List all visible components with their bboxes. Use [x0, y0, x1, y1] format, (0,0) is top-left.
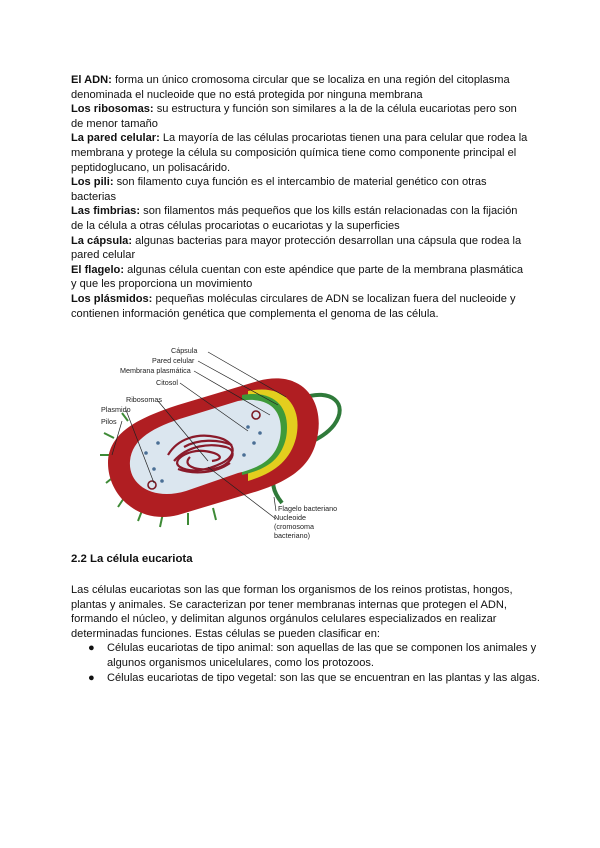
bacteria-illustration: [98, 343, 354, 541]
label-nucleoide-line3: bacteriano): [274, 531, 310, 540]
term-label: Los ribosomas:: [71, 103, 154, 116]
list-item-text: Células eucariotas de tipo animal: son aquellas de las que se componen los animales y algunos organismos unicelulares, como los protozoos.: [107, 642, 537, 669]
term-text: su estructura y función son similares a la de la célula eucariotas pero son de menor tamaño: [71, 103, 517, 130]
label-ribosomas: Ribosomas: [126, 395, 162, 404]
list-item: [71, 671, 541, 686]
label-pilos: Pilos: [101, 417, 117, 426]
definition-fimbrias: [71, 204, 531, 233]
term-text: son filamentos más pequeños que los kills están relacionadas con la fijación de la célula a otras células procariotas o eucariotas y la superficies: [71, 205, 518, 232]
list-item: [71, 641, 541, 670]
term-text: La mayoría de las células procariotas tienen una para celular que rodea la membrana y protege la célula su composición química tiene como componente principal el peptidoglucano, un polisacárido.: [71, 132, 528, 174]
prokaryote-definitions: [71, 73, 531, 321]
label-nucleoide-line2: (cromosoma: [274, 522, 314, 531]
term-label: La pared celular:: [71, 132, 160, 145]
term-text: son filamento cuya función es el intercambio de material genético con otras bacterias: [71, 176, 487, 203]
section-paragraph: Las células eucariotas son las que forman los organismos de los reinos protistas, hongos, plantas y animales. Se caracterizan por tener membranas internas que protegen el ADN, formando el núcleo, y delimitan algunos orgánulos celulares especializados en realizar determinadas funciones. Estas células se pueden clasificar en:: [71, 584, 513, 640]
definition-adn: [71, 73, 531, 102]
term-label: El flagelo:: [71, 263, 125, 276]
bacteria-diagram: [98, 343, 354, 541]
label-citosol: Citosol: [156, 378, 178, 387]
definition-capsula: [71, 234, 531, 263]
term-label: Las fimbrias:: [71, 205, 141, 218]
label-flagelo-bacteriano: Flagelo bacteriano: [278, 504, 338, 513]
label-capsula: Cápsula: [171, 346, 198, 355]
definition-pili: [71, 175, 531, 204]
label-plasmido: Plasmido: [101, 405, 131, 414]
section-body: [71, 583, 541, 685]
definition-pared-celular: [71, 131, 531, 175]
definition-ribosomas: [71, 102, 531, 131]
term-text: pequeñas moléculas circulares de ADN se localizan fuera del nucleoide y contienen información genética que complementa el genoma de las célula.: [71, 292, 516, 320]
term-label: Los pili:: [71, 176, 114, 189]
bullet-list: [71, 641, 541, 685]
term-label: El ADN:: [71, 74, 112, 86]
definition-plasmidos: [71, 292, 531, 321]
definition-flagelo: [71, 263, 531, 292]
term-text: algunas célula cuentan con este apéndice que parte de la membrana plasmática y que les proporciona un movimiento: [71, 263, 524, 291]
term-text: forma un único cromosoma circular que se localiza en una región del citoplasma denominada el nucleoide que no está protegida por ninguna membrana: [71, 74, 510, 101]
label-membrana-plasmatica: Membrana plasmática: [120, 366, 191, 375]
section-heading: 2.2 La célula eucariota: [71, 553, 193, 565]
term-label: La cápsula:: [71, 234, 133, 247]
bullet-icon: ●: [88, 671, 95, 684]
label-nucleoide: Nucleoide: [274, 513, 306, 522]
bullet-icon: ●: [88, 642, 95, 655]
label-pared-celular: Pared celular: [152, 356, 195, 365]
term-text: algunas bacterias para mayor protección desarrollan una cápsula que rodea la pared celular: [71, 234, 522, 262]
term-label: Los plásmidos:: [71, 292, 153, 305]
list-item-text: Células eucariotas de tipo vegetal: son las que se encuentran en las plantas y las algas.: [107, 671, 540, 684]
